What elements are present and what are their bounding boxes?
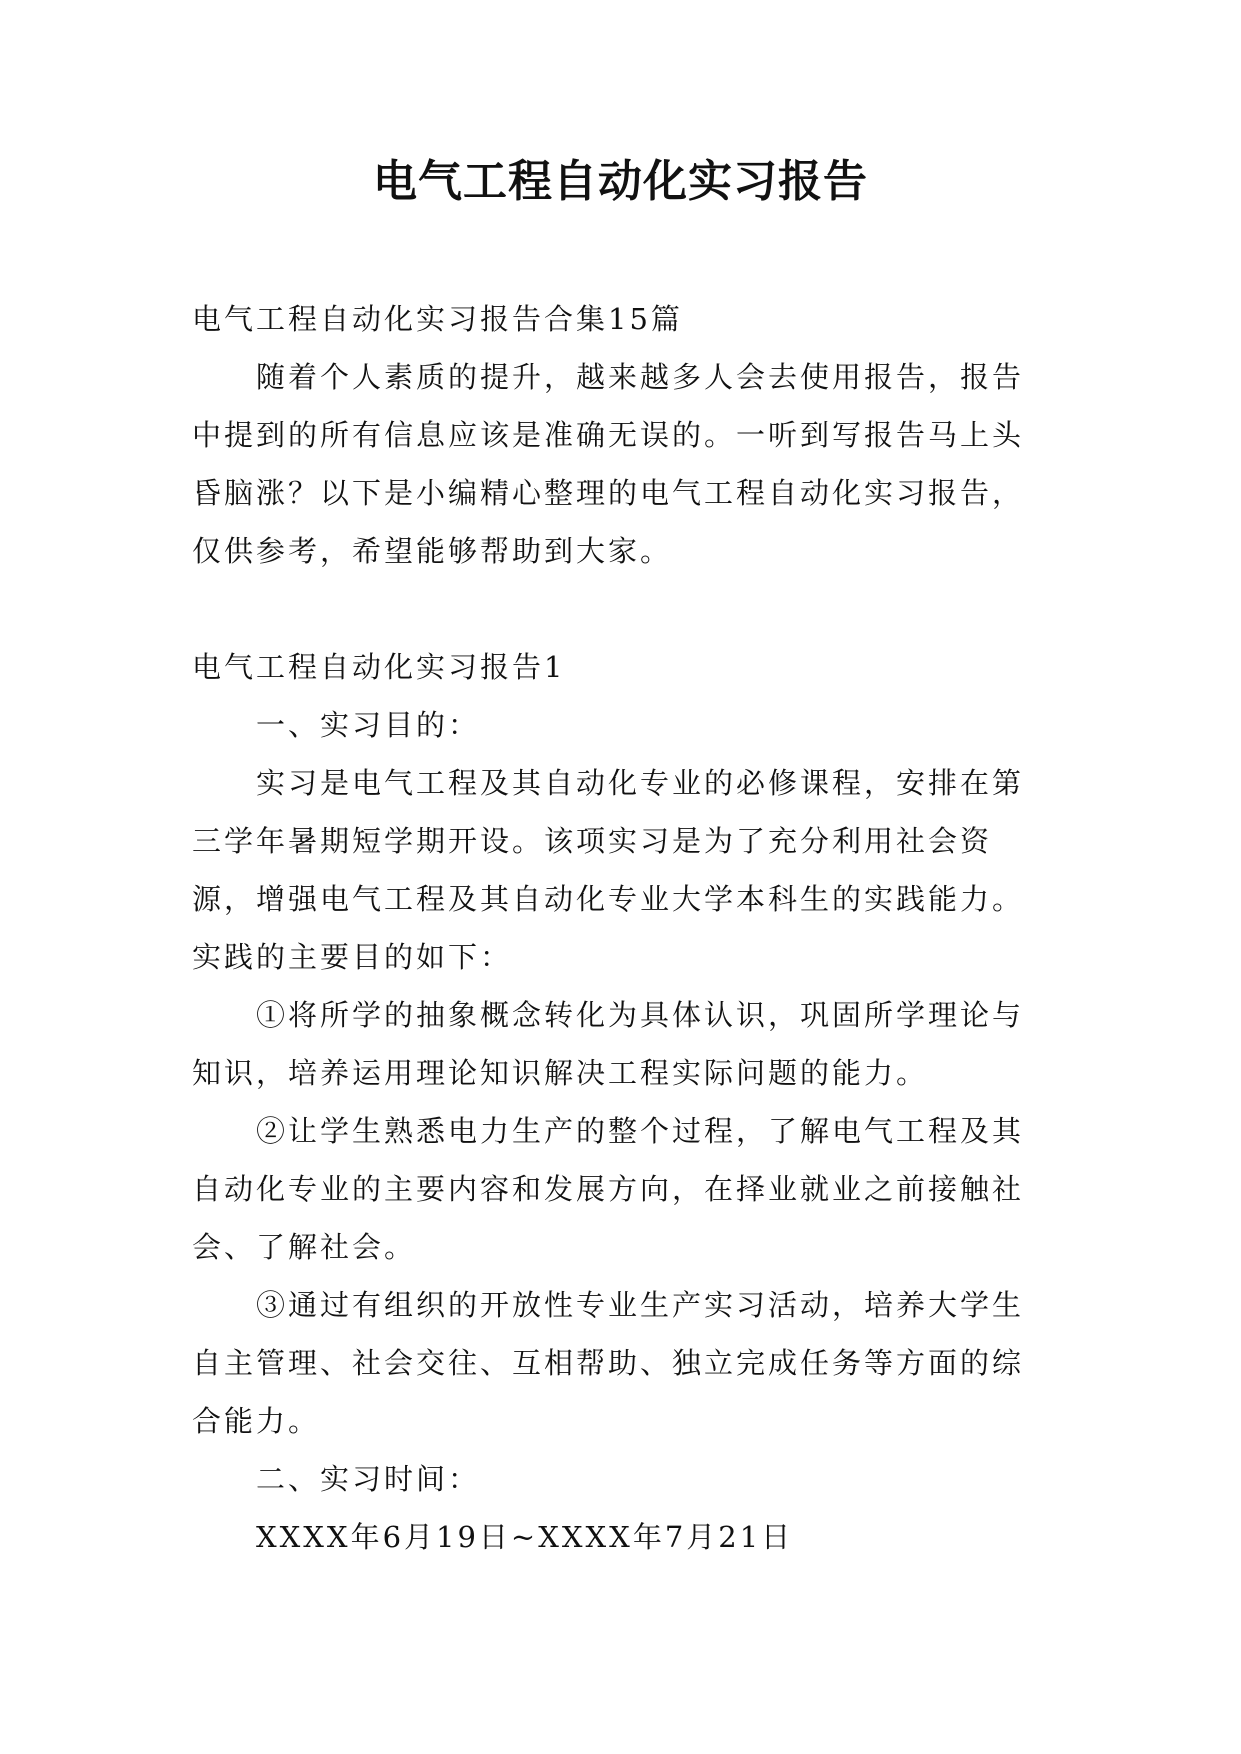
heading-time: 二、实习时间：	[256, 1462, 481, 1496]
document-title: 电气工程自动化实习报告	[373, 156, 868, 207]
document-body	[192, 290, 1050, 1566]
section-title: 电气工程自动化实习报告1	[192, 650, 566, 684]
heading-purpose: 一、实习目的：	[256, 708, 481, 742]
collection-subtitle: 电气工程自动化实习报告合集15篇	[192, 302, 683, 336]
purpose-item-3: ③通过有组织的开放性专业生产实习活动，培养大学生自主管理、社会交往、互相帮助、独立完成任务等方面的综合能力。	[192, 1288, 1025, 1438]
internship-dates: XXXX年6月19日~XXXX年7月21日	[256, 1520, 794, 1554]
purpose-paragraph: 实习是电气工程及其自动化专业的必修课程，安排在第三学年暑期短学期开设。该项实习是为了充分利用社会资源，增强电气工程及其自动化专业大学本科生的实践能力。实践的主要目的如下：	[192, 766, 1025, 974]
purpose-item-1: ①将所学的抽象概念转化为具体认识，巩固所学理论与知识，培养运用理论知识解决工程实际问题的能力。	[192, 998, 1025, 1090]
paragraph-gap	[192, 580, 1050, 638]
purpose-item-2: ②让学生熟悉电力生产的整个过程，了解电气工程及其自动化专业的主要内容和发展方向，在择业就业之前接触社会、了解社会。	[192, 1114, 1025, 1264]
intro-paragraph: 随着个人素质的提升，越来越多人会去使用报告，报告中提到的所有信息应该是准确无误的。一听到写报告马上头昏脑涨？以下是小编精心整理的电气工程自动化实习报告，仅供参考，希望能够帮助到大家。	[192, 360, 1025, 568]
